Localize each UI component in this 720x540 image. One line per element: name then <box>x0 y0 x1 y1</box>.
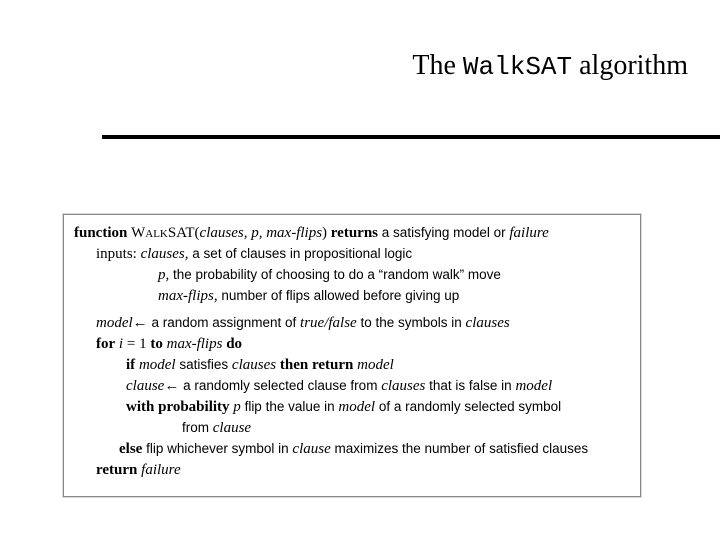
keyword-for: for <box>96 336 116 352</box>
flip-text: flip the value in <box>244 399 335 414</box>
var-model: model <box>357 357 394 373</box>
var-p: p, <box>158 267 170 283</box>
var-clauses: clauses, <box>140 246 189 262</box>
function-params: clauses, p, max-flips <box>199 225 323 241</box>
var-max-flips: max-flips, <box>158 288 218 304</box>
var-model: model <box>515 378 553 394</box>
equals-one: = 1 <box>126 336 147 352</box>
var-model: model <box>338 399 376 415</box>
keyword-probability: probability <box>158 399 230 415</box>
p-description: the probability of choosing to do a “random walk” move <box>173 267 501 282</box>
var-p: p <box>233 399 241 415</box>
model-init-text: a random assignment of <box>151 315 297 330</box>
clauses-description: a set of clauses in propositional logic <box>192 246 413 261</box>
failure-value: failure <box>509 225 549 241</box>
title-suffix: algorithm <box>579 50 688 81</box>
assign-arrow: ← <box>164 378 180 394</box>
var-clause: clause <box>126 378 165 394</box>
line-input-p <box>158 266 501 284</box>
var-clause: clause <box>212 420 252 436</box>
title-underline-rule <box>102 135 720 139</box>
algorithm-box <box>63 214 641 497</box>
line-from-clause <box>182 419 251 437</box>
keyword-inputs: inputs: <box>96 246 137 262</box>
var-clauses: clauses <box>465 315 510 331</box>
clause-select-text-2: that is false in <box>429 378 512 393</box>
flip-text-2: of a randomly selected symbol <box>378 399 562 414</box>
line-model-init <box>96 314 510 332</box>
var-clauses: clauses <box>381 378 426 394</box>
true-false: true/false <box>300 315 357 331</box>
else-text-2: maximizes the number of satisfied clauses <box>334 441 589 456</box>
line-clause-select <box>126 377 552 395</box>
failure-value: failure <box>141 462 181 478</box>
keyword-with: with <box>126 399 155 415</box>
line-inputs-clauses <box>96 245 412 263</box>
slide-title <box>412 50 688 82</box>
keyword-function: function <box>74 225 128 241</box>
return-description: a satisfying model or <box>381 225 506 240</box>
assign-arrow: ← <box>132 315 148 331</box>
var-clause: clause <box>292 441 331 457</box>
function-name: WalkSAT( <box>131 225 200 241</box>
close-paren: ) <box>322 225 328 241</box>
keyword-return: return <box>311 357 354 373</box>
var-i: i <box>118 336 124 352</box>
var-max-flips: max-flips <box>166 336 223 352</box>
keyword-else: else <box>119 441 143 457</box>
keyword-returns: returns <box>330 225 379 241</box>
line-function-signature <box>74 224 549 242</box>
keyword-return: return <box>96 462 138 478</box>
line-return-failure <box>96 461 181 479</box>
title-code: WalkSAT <box>462 52 573 82</box>
keyword-then: then <box>279 357 309 373</box>
keyword-to: to <box>150 336 163 352</box>
line-if-satisfies <box>126 356 394 374</box>
model-init-text-2: to the symbols in <box>360 315 462 330</box>
var-model: model <box>138 357 176 373</box>
keyword-if: if <box>126 357 136 373</box>
line-for-loop <box>96 335 242 353</box>
var-clauses: clauses <box>231 357 277 373</box>
line-input-max-flips <box>158 287 459 305</box>
from-text: from <box>182 420 209 435</box>
clause-select-text: a randomly selected clause from <box>183 378 378 393</box>
else-text: flip whichever symbol in <box>146 441 289 456</box>
line-else-flip <box>119 440 588 458</box>
line-with-probability <box>126 398 561 416</box>
var-model: model <box>96 315 133 331</box>
max-flips-description: number of flips allowed before giving up <box>221 288 460 303</box>
title-prefix: The <box>412 50 456 81</box>
keyword-do: do <box>226 336 243 352</box>
satisfies-text: satisfies <box>179 357 229 372</box>
